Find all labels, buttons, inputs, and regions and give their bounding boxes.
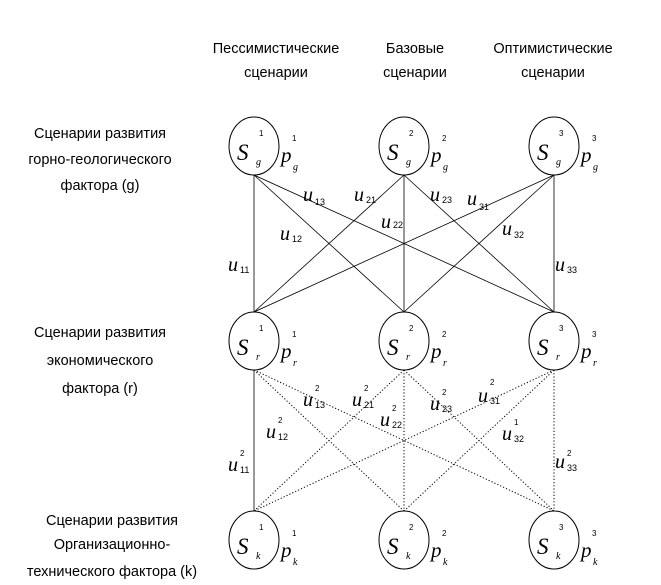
transition-labels-lower <box>228 378 577 476</box>
transition-label-u32-k <box>502 418 524 445</box>
svg-text:2: 2 <box>392 404 397 413</box>
svg-text:32: 32 <box>514 230 525 240</box>
probability-symbol: p <box>581 538 592 562</box>
node-g3 <box>529 117 598 175</box>
svg-text:32: 32 <box>514 434 525 444</box>
svg-text:u: u <box>467 188 477 210</box>
node-symbol: S <box>387 140 399 165</box>
node-symbol: S <box>237 335 249 360</box>
column-header-base-line1: Базовые <box>385 41 445 57</box>
svg-text:22: 22 <box>393 220 404 230</box>
node-superscript: 2 <box>409 129 414 138</box>
row-header-geology-line2: горно-геологического <box>28 152 172 168</box>
transition-label-u13-k <box>303 384 325 411</box>
svg-text:u: u <box>380 409 390 431</box>
svg-text:31: 31 <box>490 396 501 406</box>
transition-label-u11 <box>228 254 249 276</box>
node-superscript: 3 <box>559 523 564 532</box>
svg-text:33: 33 <box>567 265 578 275</box>
column-header-base-line2: сценарии <box>383 65 447 81</box>
transition-label-u32 <box>502 218 524 240</box>
svg-text:u: u <box>555 451 565 473</box>
svg-text:u: u <box>352 389 362 411</box>
row-headers <box>27 126 197 580</box>
probability-superscript: 1 <box>292 330 297 339</box>
svg-text:23: 23 <box>442 404 453 414</box>
column-header-pessimistic-line2: сценарии <box>244 65 308 81</box>
node-subscript: g <box>556 157 561 168</box>
probability-symbol: p <box>281 143 292 167</box>
probability-superscript: 3 <box>592 134 597 143</box>
probability-superscript: 3 <box>592 529 597 538</box>
node-subscript: k <box>406 551 411 562</box>
svg-text:12: 12 <box>292 234 303 244</box>
svg-text:u: u <box>228 454 238 476</box>
node-subscript: g <box>256 157 261 168</box>
svg-text:2: 2 <box>278 416 283 425</box>
node-subscript: k <box>556 551 561 562</box>
svg-text:u: u <box>303 389 313 411</box>
svg-text:u: u <box>354 184 364 206</box>
svg-text:23: 23 <box>442 195 453 205</box>
transition-label-u31-k <box>478 378 500 407</box>
node-subscript: r <box>556 352 560 363</box>
node-k3 <box>529 511 598 569</box>
transition-label-u23-k <box>430 388 452 415</box>
node-subscript: r <box>406 352 410 363</box>
svg-text:21: 21 <box>366 195 377 205</box>
column-headers <box>213 41 613 81</box>
transition-label-u33 <box>555 254 577 276</box>
node-subscript: k <box>256 551 261 562</box>
probability-superscript: 2 <box>442 330 447 339</box>
svg-text:2: 2 <box>490 378 495 387</box>
svg-text:u: u <box>555 254 565 276</box>
transition-label-u21-k <box>352 384 374 411</box>
svg-text:33: 33 <box>567 463 578 473</box>
node-symbol: S <box>237 534 249 559</box>
node-superscript: 3 <box>559 324 564 333</box>
node-symbol: S <box>537 534 549 559</box>
transition-label-u22 <box>381 211 403 233</box>
svg-text:2: 2 <box>442 388 447 397</box>
column-header-pessimistic-line1: Пессимистические <box>212 41 340 57</box>
node-superscript: 1 <box>259 324 264 333</box>
transition-label-u31 <box>467 188 489 212</box>
svg-text:u: u <box>381 211 391 233</box>
probability-subscript: k <box>593 557 598 568</box>
node-superscript: 1 <box>259 129 264 138</box>
node-r2 <box>379 312 447 370</box>
node-superscript: 2 <box>409 523 414 532</box>
probability-superscript: 1 <box>292 134 297 143</box>
transition-label-u12-k <box>266 416 288 443</box>
svg-text:u: u <box>228 254 238 276</box>
probability-symbol: p <box>281 339 292 363</box>
transition-label-u21 <box>354 184 376 206</box>
svg-text:u: u <box>502 218 512 240</box>
node-superscript: 3 <box>559 129 564 138</box>
transition-label-u22-k <box>380 404 402 431</box>
probability-symbol: p <box>281 538 292 562</box>
row-header-economic-line1: Сценарии развития <box>33 325 167 341</box>
svg-text:31: 31 <box>479 202 490 212</box>
svg-text:u: u <box>430 184 440 206</box>
row-header-economic-line2: экономического <box>46 353 154 369</box>
row-header-orgtech-line3: технического фактора (k) <box>26 564 198 580</box>
svg-text:1: 1 <box>514 418 519 427</box>
node-symbol: S <box>537 140 549 165</box>
probability-subscript: r <box>443 358 447 369</box>
transition-label-u12 <box>280 223 302 245</box>
probability-subscript: g <box>443 162 448 173</box>
row-header-orgtech-line2: Организационно- <box>53 537 171 553</box>
svg-text:u: u <box>478 385 488 407</box>
svg-text:13: 13 <box>315 400 326 410</box>
row-header-geology-line1: Сценарии развития <box>33 126 167 142</box>
transition-label-u11-k <box>228 449 249 476</box>
probability-superscript: 1 <box>292 529 297 538</box>
svg-text:13: 13 <box>315 197 326 207</box>
node-symbol: S <box>237 140 249 165</box>
node-k2 <box>379 511 448 569</box>
probability-superscript: 2 <box>442 529 447 538</box>
svg-text:u: u <box>266 421 276 443</box>
probability-symbol: p <box>431 143 442 167</box>
probability-symbol: p <box>431 538 442 562</box>
node-symbol: S <box>387 534 399 559</box>
probability-subscript: g <box>293 162 298 173</box>
row-header-geology-line3: фактора (g) <box>60 178 140 194</box>
node-g1 <box>229 117 298 175</box>
node-k1 <box>229 511 298 569</box>
transition-label-u13 <box>303 184 325 207</box>
node-r3 <box>529 312 597 370</box>
node-superscript: 2 <box>409 324 414 333</box>
node-superscript: 1 <box>259 523 264 532</box>
column-header-optimistic-line1: Оптимистические <box>493 41 613 57</box>
svg-text:11: 11 <box>240 265 250 275</box>
row-header-economic-line3: фактора (r) <box>62 381 138 397</box>
probability-subscript: g <box>593 162 598 173</box>
node-symbol: S <box>537 335 549 360</box>
row-header-orgtech-line1: Сценарии развития <box>45 513 179 529</box>
transition-label-u23 <box>430 184 452 206</box>
probability-symbol: p <box>581 143 592 167</box>
svg-text:2: 2 <box>315 384 320 393</box>
probability-subscript: r <box>293 358 297 369</box>
transition-labels-upper <box>228 184 577 276</box>
node-g2 <box>379 117 448 175</box>
transition-label-u33-k <box>555 449 577 473</box>
probability-superscript: 3 <box>592 330 597 339</box>
probability-superscript: 2 <box>442 134 447 143</box>
svg-text:21: 21 <box>364 400 375 410</box>
node-r1 <box>229 312 297 370</box>
node-symbol: S <box>387 335 399 360</box>
probability-symbol: p <box>581 339 592 363</box>
svg-text:u: u <box>502 423 512 445</box>
svg-text:22: 22 <box>392 420 403 430</box>
svg-text:2: 2 <box>240 449 245 458</box>
probability-subscript: r <box>593 358 597 369</box>
probability-symbol: p <box>431 339 442 363</box>
column-header-optimistic-line2: сценарии <box>521 65 585 81</box>
svg-text:u: u <box>280 223 290 245</box>
probability-subscript: k <box>293 557 298 568</box>
svg-text:12: 12 <box>278 432 289 442</box>
svg-text:11: 11 <box>240 465 250 475</box>
svg-text:u: u <box>430 393 440 415</box>
edge-r2-k1 <box>254 370 404 511</box>
node-subscript: g <box>406 157 411 168</box>
svg-text:2: 2 <box>364 384 369 393</box>
svg-text:2: 2 <box>567 449 572 458</box>
node-subscript: r <box>256 352 260 363</box>
probability-subscript: k <box>443 557 448 568</box>
svg-text:u: u <box>303 184 313 206</box>
